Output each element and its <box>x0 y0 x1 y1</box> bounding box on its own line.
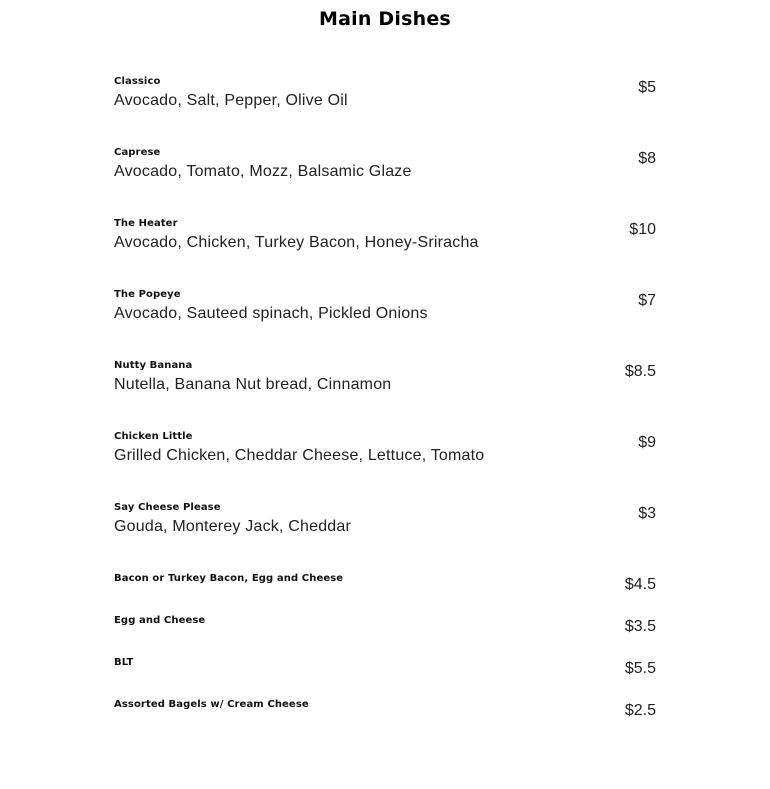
menu-list <box>114 75 656 740</box>
item-description: Avocado, Salt, Pepper, Olive Oil <box>114 92 348 109</box>
item-price: $5 <box>638 79 656 96</box>
item-name: Caprese <box>114 147 161 158</box>
item-price: $4.5 <box>624 576 656 593</box>
item-description: Grilled Chicken, Cheddar Cheese, Lettuce, Tomato <box>114 447 485 464</box>
menu-item <box>114 501 656 572</box>
item-name: Assorted Bagels w/ Cream Cheese <box>114 699 309 710</box>
item-price: $3 <box>638 505 656 522</box>
item-name: BLT <box>114 657 134 668</box>
item-name: Chicken Little <box>114 431 193 442</box>
menu-item <box>114 698 656 740</box>
menu-item <box>114 430 656 501</box>
item-name: Classico <box>114 76 161 87</box>
menu-item <box>114 75 656 146</box>
item-price: $9 <box>638 434 656 451</box>
item-price: $8 <box>638 150 656 167</box>
item-name: The Popeye <box>114 289 181 300</box>
item-price: $3.5 <box>624 618 656 635</box>
item-price: $7 <box>638 292 656 309</box>
menu-item <box>114 572 656 614</box>
item-description: Avocado, Chicken, Turkey Bacon, Honey-Sriracha <box>114 234 479 251</box>
item-price: $5.5 <box>624 660 656 677</box>
item-name: Say Cheese Please <box>114 502 221 513</box>
menu-item <box>114 359 656 430</box>
item-price: $10 <box>629 221 656 238</box>
menu-item <box>114 217 656 288</box>
item-name: Bacon or Turkey Bacon, Egg and Cheese <box>114 573 344 584</box>
item-description: Avocado, Sauteed spinach, Pickled Onions <box>114 305 428 322</box>
menu-item <box>114 146 656 217</box>
item-description: Gouda, Monterey Jack, Cheddar <box>114 518 352 535</box>
item-price: $8.5 <box>624 363 656 380</box>
item-price: $2.5 <box>624 702 656 719</box>
item-description: Nutella, Banana Nut bread, Cinnamon <box>114 376 392 393</box>
section-title: Main Dishes <box>319 8 451 30</box>
menu-item <box>114 656 656 698</box>
item-description: Avocado, Tomato, Mozz, Balsamic Glaze <box>114 163 412 180</box>
menu-item <box>114 614 656 656</box>
item-name: Egg and Cheese <box>114 615 206 626</box>
item-name: Nutty Banana <box>114 360 193 371</box>
menu-item <box>114 288 656 359</box>
item-name: The Heater <box>114 218 178 229</box>
